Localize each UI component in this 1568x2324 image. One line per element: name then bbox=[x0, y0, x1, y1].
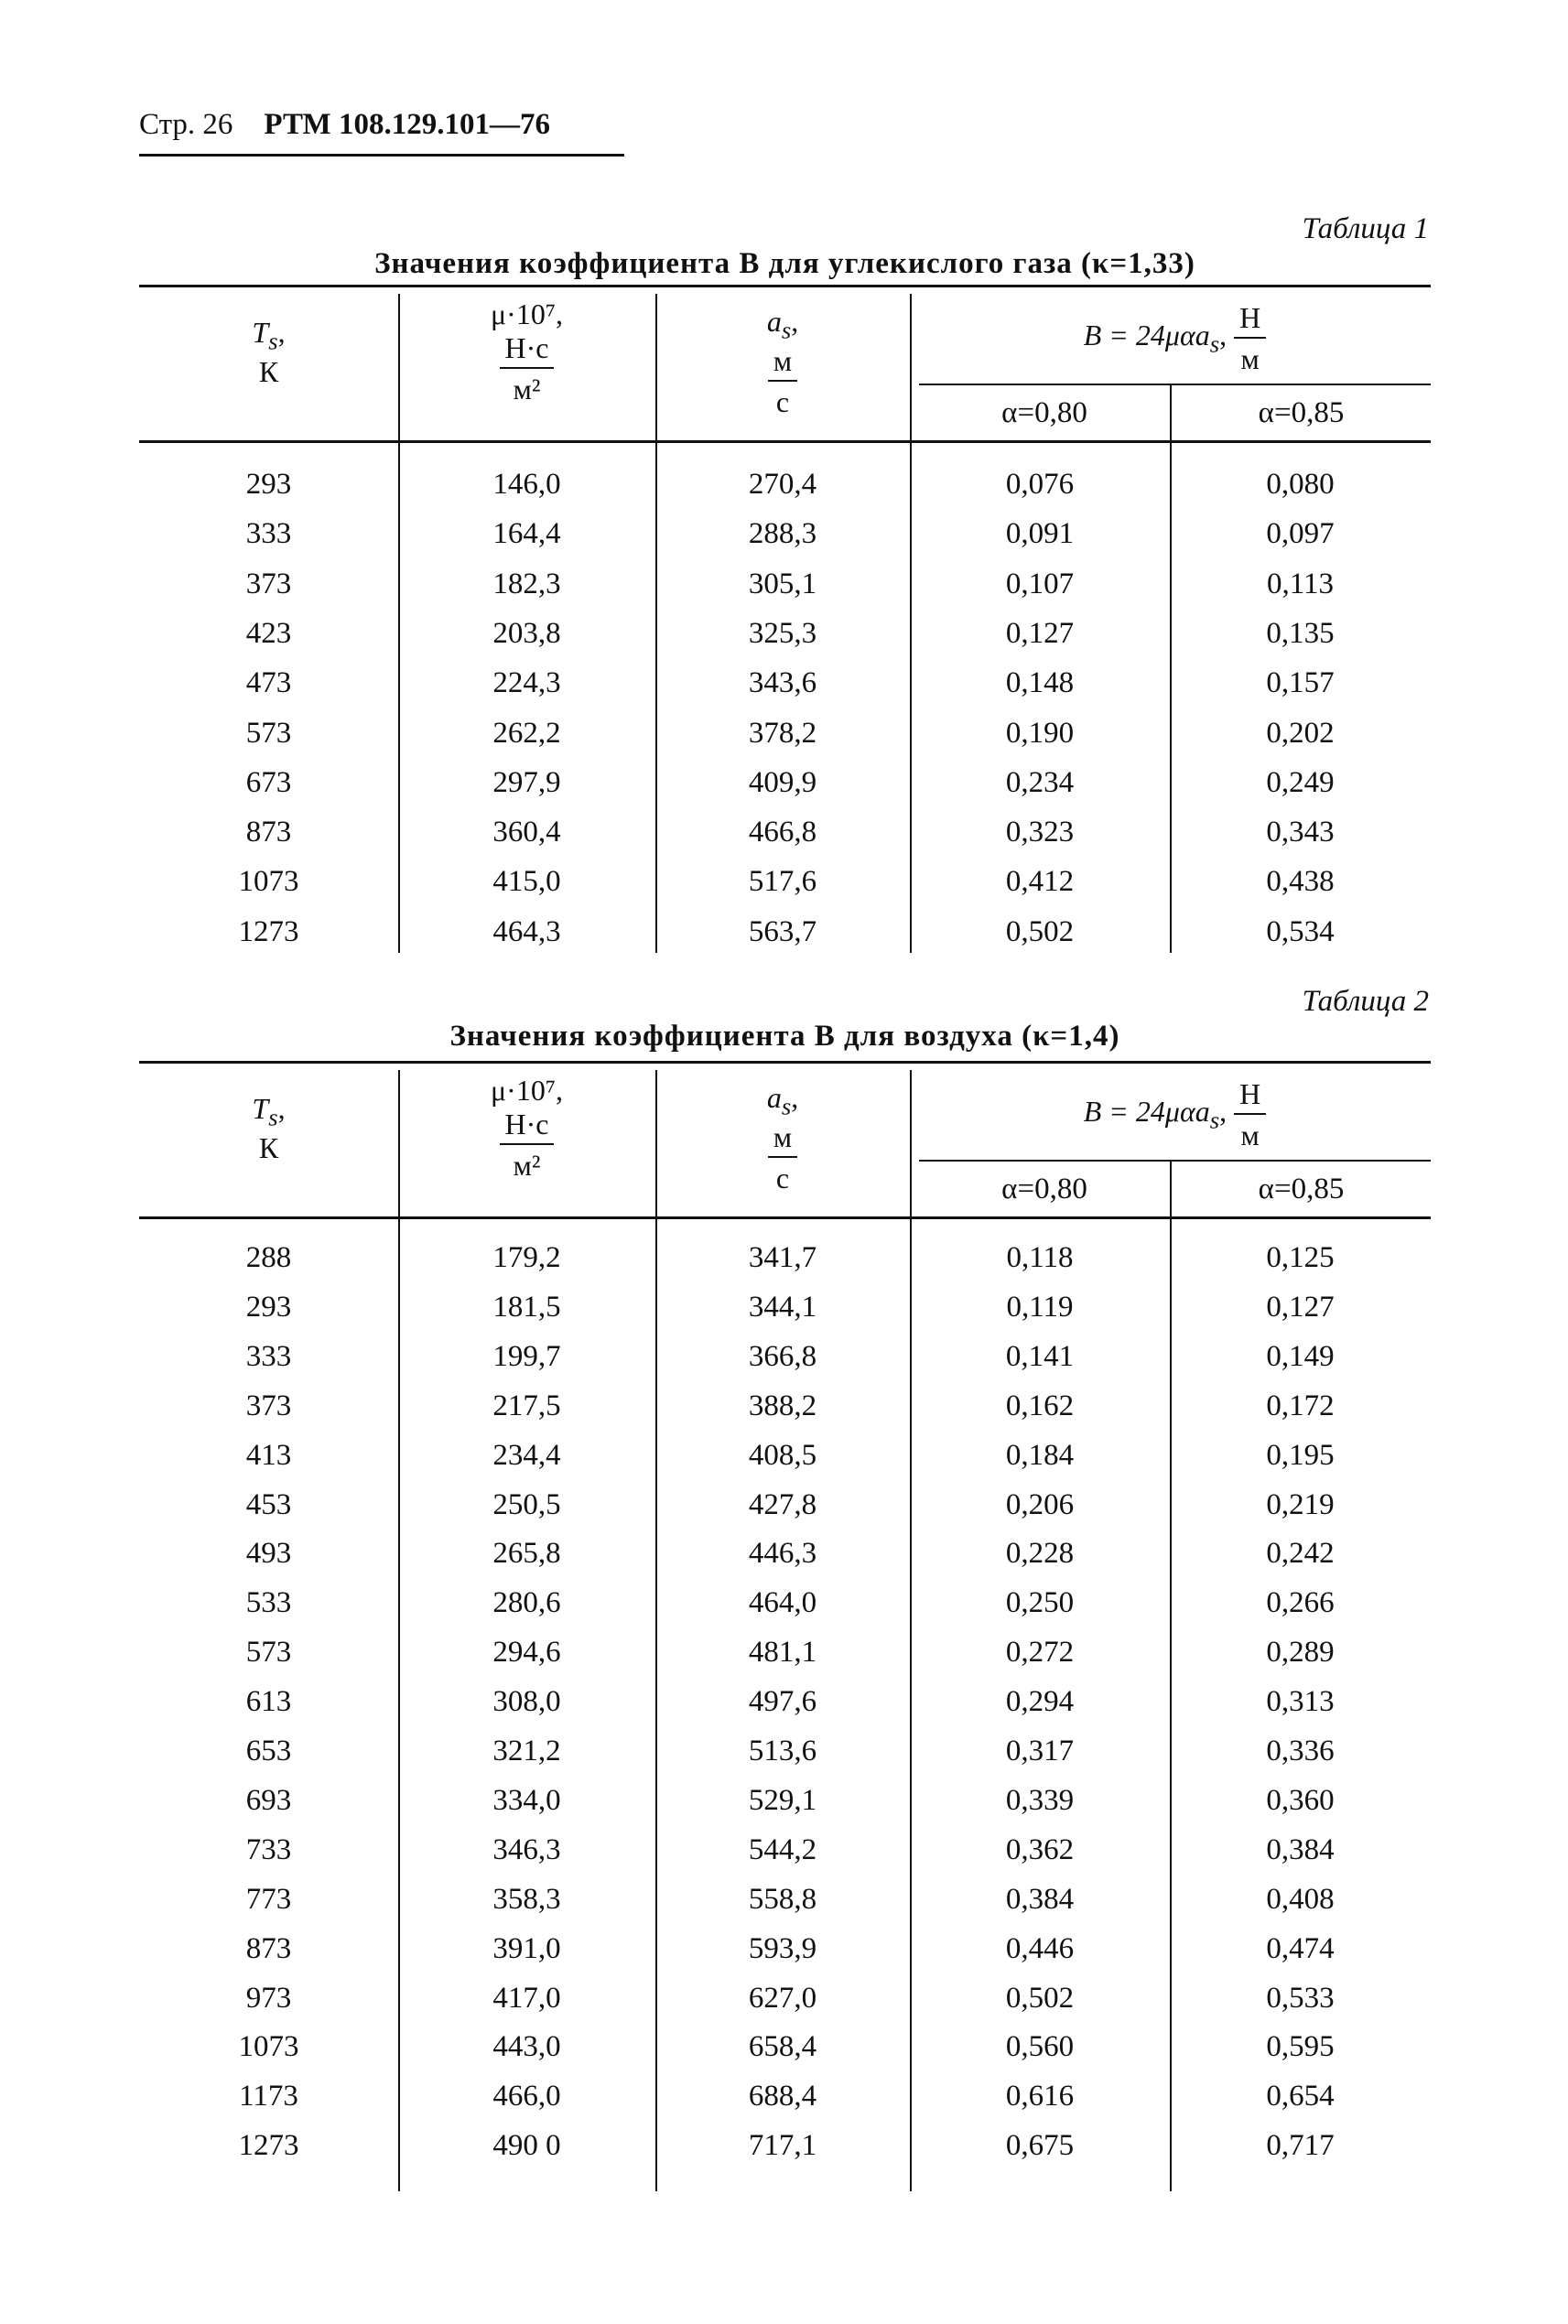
cell-sound-speed: 658,4 bbox=[748, 2030, 817, 2064]
cell-viscosity: 334,0 bbox=[492, 1783, 561, 1817]
cell-temperature: 773 bbox=[245, 1882, 292, 1916]
cell-sound-speed: 464,0 bbox=[748, 1586, 817, 1620]
cell-b-alpha-080: 0,119 bbox=[1006, 1290, 1074, 1324]
cell-viscosity: 199,7 bbox=[492, 1339, 561, 1373]
cell-b-alpha-080: 0,091 bbox=[1005, 517, 1075, 551]
header-sound-speed: $a_s$, $\frac{м}{с}$ bbox=[766, 305, 799, 418]
table-row bbox=[139, 1241, 1431, 1291]
table-row bbox=[139, 666, 1431, 716]
table-1-sub-rule bbox=[919, 384, 1431, 385]
header-temperature: $T_s$, К bbox=[252, 316, 286, 389]
table-row bbox=[139, 1833, 1431, 1883]
cell-temperature: 333 bbox=[245, 1339, 292, 1373]
cell-temperature: 423 bbox=[245, 616, 292, 650]
cell-b-alpha-085: 0,533 bbox=[1266, 1981, 1335, 2015]
cell-b-alpha-085: 0,157 bbox=[1266, 666, 1335, 700]
cell-b-alpha-085: 0,717 bbox=[1266, 2129, 1335, 2163]
cell-sound-speed: 529,1 bbox=[748, 1783, 817, 1817]
table-row bbox=[139, 1636, 1431, 1685]
cell-b-alpha-080: 0,127 bbox=[1005, 616, 1075, 650]
cell-viscosity: 265,8 bbox=[492, 1537, 561, 1571]
table-row bbox=[139, 468, 1431, 517]
cell-b-alpha-080: 0,228 bbox=[1005, 1537, 1075, 1571]
header-alpha-085: α=0,85 bbox=[1258, 1173, 1345, 1205]
cell-temperature: 373 bbox=[245, 1389, 292, 1422]
cell-temperature: 333 bbox=[245, 517, 292, 551]
page-header bbox=[139, 108, 550, 142]
cell-temperature: 653 bbox=[245, 1735, 292, 1767]
cell-sound-speed: 466,8 bbox=[748, 816, 817, 849]
cell-viscosity: 203,8 bbox=[492, 616, 561, 650]
cell-temperature: 293 bbox=[245, 1290, 292, 1324]
cell-b-alpha-085: 0,172 bbox=[1266, 1389, 1335, 1422]
cell-temperature: 693 bbox=[245, 1783, 292, 1817]
cell-viscosity: 297,9 bbox=[492, 765, 561, 799]
cell-temperature: 573 bbox=[245, 1636, 292, 1670]
cell-sound-speed: 341,7 bbox=[748, 1241, 817, 1274]
header-underline bbox=[139, 154, 624, 157]
cell-b-alpha-085: 0,249 bbox=[1266, 765, 1335, 799]
cell-temperature: 473 bbox=[245, 666, 292, 700]
table-row bbox=[139, 1932, 1431, 1982]
cell-sound-speed: 497,6 bbox=[748, 1685, 817, 1719]
table-row bbox=[139, 2129, 1431, 2178]
cell-b-alpha-085: 0,595 bbox=[1266, 2030, 1335, 2064]
cell-sound-speed: 563,7 bbox=[748, 914, 817, 948]
cell-b-alpha-085: 0,384 bbox=[1266, 1832, 1335, 1866]
cell-b-alpha-080: 0,107 bbox=[1005, 567, 1075, 600]
cell-sound-speed: 343,6 bbox=[748, 666, 817, 700]
cell-viscosity: 224,3 bbox=[492, 666, 561, 700]
cell-b-alpha-085: 0,242 bbox=[1266, 1537, 1335, 1571]
cell-b-alpha-085: 0,438 bbox=[1266, 865, 1335, 899]
table-row bbox=[139, 1982, 1431, 2031]
cell-b-alpha-085: 0,336 bbox=[1266, 1735, 1335, 1767]
cell-temperature: 293 bbox=[245, 468, 292, 501]
cell-b-alpha-080: 0,675 bbox=[1005, 2129, 1075, 2163]
cell-b-alpha-080: 0,272 bbox=[1005, 1636, 1075, 1670]
cell-temperature: 973 bbox=[245, 1981, 292, 2015]
cell-sound-speed: 427,8 bbox=[748, 1487, 817, 1521]
table-row bbox=[139, 617, 1431, 666]
cell-b-alpha-085: 0,408 bbox=[1266, 1882, 1335, 1916]
cell-b-alpha-085: 0,202 bbox=[1266, 716, 1335, 750]
cell-viscosity: 280,6 bbox=[492, 1586, 561, 1620]
cell-b-alpha-085: 0,080 bbox=[1266, 468, 1335, 501]
table-row bbox=[139, 1291, 1431, 1340]
table-row bbox=[139, 865, 1431, 914]
cell-viscosity: 346,3 bbox=[492, 1832, 561, 1866]
cell-sound-speed: 513,6 bbox=[748, 1735, 817, 1767]
cell-b-alpha-080: 0,362 bbox=[1005, 1832, 1075, 1866]
cell-sound-speed: 378,2 bbox=[748, 716, 817, 750]
cell-b-alpha-085: 0,266 bbox=[1266, 1586, 1335, 1620]
table-row bbox=[139, 1488, 1431, 1538]
header-alpha-080: α=0,80 bbox=[1001, 1173, 1087, 1205]
cell-viscosity: 321,2 bbox=[492, 1735, 561, 1767]
header-alpha-085: α=0,85 bbox=[1258, 396, 1345, 429]
cell-b-alpha-085: 0,289 bbox=[1266, 1636, 1335, 1670]
table-2 bbox=[139, 1061, 1431, 2196]
cell-temperature: 673 bbox=[245, 765, 292, 799]
cell-b-alpha-080: 0,294 bbox=[1005, 1685, 1075, 1719]
cell-viscosity: 234,4 bbox=[492, 1438, 561, 1472]
table-1-label: Таблица 1 bbox=[1302, 212, 1429, 245]
cell-temperature: 873 bbox=[245, 1931, 292, 1965]
cell-viscosity: 417,0 bbox=[492, 1981, 561, 2015]
table-row bbox=[139, 766, 1431, 816]
table-row bbox=[139, 1883, 1431, 1932]
cell-temperature: 733 bbox=[245, 1832, 292, 1866]
cell-b-alpha-080: 0,206 bbox=[1005, 1487, 1075, 1521]
cell-sound-speed: 344,1 bbox=[748, 1290, 817, 1324]
cell-b-alpha-085: 0,195 bbox=[1266, 1438, 1335, 1472]
cell-b-alpha-080: 0,502 bbox=[1005, 1981, 1075, 2015]
cell-sound-speed: 388,2 bbox=[748, 1389, 817, 1422]
cell-viscosity: 415,0 bbox=[492, 865, 561, 899]
table-2-top-rule bbox=[139, 1061, 1431, 1064]
cell-temperature: 1273 bbox=[238, 914, 299, 948]
cell-sound-speed: 270,4 bbox=[748, 468, 817, 501]
cell-temperature: 453 bbox=[245, 1487, 292, 1521]
cell-sound-speed: 481,1 bbox=[748, 1636, 817, 1670]
cell-b-alpha-085: 0,654 bbox=[1266, 2080, 1335, 2113]
cell-viscosity: 358,3 bbox=[492, 1882, 561, 1916]
table-row bbox=[139, 816, 1431, 865]
table-1-title: Значения коэффициента B для углекислого газа (κ=1,33) bbox=[374, 247, 1195, 280]
cell-temperature: 1273 bbox=[238, 2129, 299, 2163]
cell-b-alpha-085: 0,474 bbox=[1266, 1931, 1335, 1965]
cell-b-alpha-080: 0,148 bbox=[1005, 666, 1075, 700]
table-row bbox=[139, 1537, 1431, 1586]
cell-b-alpha-080: 0,234 bbox=[1005, 765, 1075, 799]
cell-sound-speed: 446,3 bbox=[748, 1537, 817, 1571]
cell-b-alpha-085: 0,127 bbox=[1266, 1290, 1335, 1324]
table-row bbox=[139, 1340, 1431, 1389]
cell-viscosity: 181,5 bbox=[492, 1290, 561, 1324]
header-viscosity: μ·10⁷, $\frac{Н\cdot с}{\text{м²}}$ bbox=[491, 297, 563, 405]
table-2-sub-rule bbox=[919, 1160, 1431, 1162]
cell-b-alpha-080: 0,412 bbox=[1005, 865, 1075, 899]
cell-b-alpha-085: 0,149 bbox=[1266, 1339, 1335, 1373]
cell-sound-speed: 325,3 bbox=[748, 616, 817, 650]
cell-b-alpha-085: 0,534 bbox=[1266, 914, 1335, 948]
cell-b-alpha-080: 0,162 bbox=[1005, 1389, 1075, 1422]
cell-viscosity: 164,4 bbox=[492, 517, 561, 551]
cell-sound-speed: 366,8 bbox=[748, 1339, 817, 1373]
table-row bbox=[139, 517, 1431, 567]
header-viscosity: μ·10⁷, $\frac{Н\cdot с}{\text{м²}}$ bbox=[491, 1074, 563, 1182]
header-temperature: $T_s$, К bbox=[252, 1092, 286, 1165]
cell-viscosity: 179,2 bbox=[492, 1241, 561, 1274]
cell-b-alpha-080: 0,502 bbox=[1005, 914, 1075, 948]
table-row bbox=[139, 1439, 1431, 1488]
cell-b-alpha-080: 0,317 bbox=[1005, 1735, 1075, 1767]
cell-viscosity: 360,4 bbox=[492, 816, 561, 849]
table-row bbox=[139, 2080, 1431, 2129]
table-row bbox=[139, 1389, 1431, 1439]
cell-b-alpha-080: 0,616 bbox=[1005, 2080, 1075, 2113]
cell-b-alpha-080: 0,384 bbox=[1005, 1882, 1075, 1916]
cell-b-alpha-080: 0,190 bbox=[1005, 716, 1075, 750]
cell-viscosity: 182,3 bbox=[492, 567, 561, 600]
cell-temperature: 413 bbox=[245, 1438, 292, 1472]
cell-b-alpha-085: 0,343 bbox=[1266, 816, 1335, 849]
cell-b-alpha-080: 0,323 bbox=[1005, 816, 1075, 849]
cell-temperature: 1073 bbox=[238, 2030, 299, 2064]
cell-viscosity: 464,3 bbox=[492, 914, 561, 948]
cell-temperature: 288 bbox=[245, 1241, 292, 1274]
page-number: Стр. 26 bbox=[139, 108, 233, 141]
cell-b-alpha-080: 0,250 bbox=[1005, 1586, 1075, 1620]
cell-temperature: 573 bbox=[245, 716, 292, 750]
cell-sound-speed: 688,4 bbox=[748, 2080, 817, 2113]
cell-viscosity: 250,5 bbox=[492, 1487, 561, 1521]
cell-b-alpha-085: 0,125 bbox=[1266, 1241, 1335, 1274]
cell-b-alpha-080: 0,118 bbox=[1006, 1241, 1074, 1274]
cell-b-alpha-080: 0,560 bbox=[1005, 2030, 1075, 2064]
cell-sound-speed: 593,9 bbox=[748, 1931, 817, 1965]
table-row bbox=[139, 915, 1431, 965]
cell-b-alpha-080: 0,184 bbox=[1005, 1438, 1075, 1472]
cell-viscosity: 490 0 bbox=[492, 2129, 561, 2163]
cell-sound-speed: 517,6 bbox=[748, 865, 817, 899]
table-row bbox=[139, 1685, 1431, 1735]
document-code: РТМ 108.129.101—76 bbox=[264, 108, 550, 141]
cell-temperature: 1173 bbox=[239, 2080, 298, 2113]
cell-sound-speed: 408,5 bbox=[748, 1438, 817, 1472]
table-2-label: Таблица 2 bbox=[1302, 985, 1429, 1018]
cell-temperature: 533 bbox=[245, 1586, 292, 1620]
cell-b-alpha-085: 0,097 bbox=[1266, 517, 1335, 551]
header-alpha-080: α=0,80 bbox=[1001, 396, 1087, 429]
table-row bbox=[139, 1586, 1431, 1636]
table-row bbox=[139, 2030, 1431, 2080]
cell-sound-speed: 558,8 bbox=[748, 1882, 817, 1916]
cell-sound-speed: 717,1 bbox=[748, 2129, 817, 2163]
header-sound-speed: $a_s$, $\frac{м}{с}$ bbox=[766, 1081, 799, 1194]
table-row bbox=[139, 717, 1431, 766]
cell-b-alpha-080: 0,446 bbox=[1005, 1931, 1075, 1965]
cell-viscosity: 217,5 bbox=[492, 1389, 561, 1422]
cell-sound-speed: 305,1 bbox=[748, 567, 817, 600]
table-row bbox=[139, 567, 1431, 617]
cell-b-alpha-080: 0,076 bbox=[1005, 468, 1075, 501]
cell-temperature: 493 bbox=[245, 1537, 292, 1571]
cell-temperature: 613 bbox=[245, 1685, 292, 1719]
table-2-header-rule bbox=[139, 1216, 1431, 1219]
table-row bbox=[139, 1784, 1431, 1833]
header-coefficient-b: B = 24μαa$_s$, $\frac{Н}{м}$ bbox=[919, 301, 1431, 376]
table-1-top-rule bbox=[139, 285, 1431, 287]
cell-b-alpha-085: 0,113 bbox=[1266, 567, 1335, 600]
cell-sound-speed: 409,9 bbox=[748, 765, 817, 799]
header-coefficient-b: B = 24μαa$_s$, $\frac{Н}{м}$ bbox=[919, 1077, 1431, 1152]
cell-viscosity: 294,6 bbox=[492, 1636, 561, 1670]
cell-viscosity: 262,2 bbox=[492, 716, 561, 750]
cell-b-alpha-080: 0,339 bbox=[1005, 1783, 1075, 1817]
cell-b-alpha-085: 0,360 bbox=[1266, 1783, 1335, 1817]
cell-viscosity: 466,0 bbox=[492, 2080, 561, 2113]
table-row bbox=[139, 1735, 1431, 1784]
cell-temperature: 873 bbox=[245, 816, 292, 849]
table-1 bbox=[139, 285, 1431, 953]
cell-viscosity: 443,0 bbox=[492, 2030, 561, 2064]
cell-viscosity: 308,0 bbox=[492, 1685, 561, 1719]
cell-b-alpha-085: 0,135 bbox=[1266, 616, 1335, 650]
cell-viscosity: 391,0 bbox=[492, 1931, 561, 1965]
table-2-title: Значения коэффициента B для воздуха (κ=1,4) bbox=[449, 1020, 1120, 1053]
cell-b-alpha-085: 0,219 bbox=[1266, 1487, 1335, 1521]
cell-temperature: 1073 bbox=[238, 865, 299, 899]
cell-sound-speed: 627,0 bbox=[748, 1981, 817, 2015]
cell-b-alpha-085: 0,313 bbox=[1266, 1685, 1335, 1719]
cell-temperature: 373 bbox=[245, 567, 292, 600]
table-1-header-rule bbox=[139, 440, 1431, 443]
cell-b-alpha-080: 0,141 bbox=[1005, 1339, 1075, 1373]
cell-sound-speed: 544,2 bbox=[748, 1832, 817, 1866]
cell-viscosity: 146,0 bbox=[492, 468, 561, 501]
cell-sound-speed: 288,3 bbox=[748, 517, 817, 551]
